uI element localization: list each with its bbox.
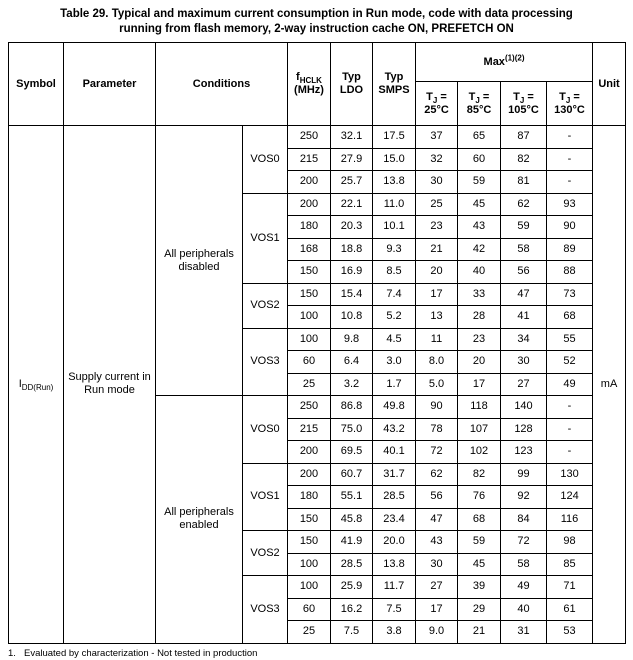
typ-smps-cell: 49.8 — [373, 396, 416, 419]
max-tj85-cell: 23 — [458, 328, 501, 351]
table-title-line1: Table 29. Typical and maximum current consumption in Run mode, code with data processing — [60, 8, 573, 20]
fhclk-cell: 25 — [288, 621, 331, 644]
max-tj85-cell: 43 — [458, 216, 501, 239]
fhclk-cell: 100 — [288, 553, 331, 576]
footnote-number: 1. — [8, 647, 16, 659]
col-header-conditions: Conditions — [156, 43, 288, 126]
typ-ldo-cell: 27.9 — [331, 148, 373, 171]
max-tj130-cell: - — [547, 441, 593, 464]
typ-ldo-cell: 18.8 — [331, 238, 373, 261]
max-tj85-cell: 40 — [458, 261, 501, 284]
typ-ldo-cell: 25.7 — [331, 171, 373, 194]
typ-smps-cell: 13.8 — [373, 171, 416, 194]
vos-cell: VOS0 — [243, 396, 288, 464]
max-tj25-cell: 13 — [416, 306, 458, 329]
typ-ldo-line1: Typ — [342, 71, 361, 83]
max-tj85-cell: 33 — [458, 283, 501, 306]
max-footnote-refs: (1)(2) — [504, 52, 525, 62]
fhclk-cell: 100 — [288, 328, 331, 351]
max-tj105-cell: 30 — [501, 351, 547, 374]
max-tj25-cell: 23 — [416, 216, 458, 239]
fhclk-cell: 200 — [288, 193, 331, 216]
max-tj105-cell: 40 — [501, 598, 547, 621]
typ-ldo-cell: 69.5 — [331, 441, 373, 464]
max-tj85-cell: 21 — [458, 621, 501, 644]
max-tj85-cell: 20 — [458, 351, 501, 374]
max-tj130-cell: 93 — [547, 193, 593, 216]
max-tj25-cell: 27 — [416, 576, 458, 599]
max-tj130-cell: 53 — [547, 621, 593, 644]
col-header-parameter: Parameter — [64, 43, 156, 126]
col-header-tj-105c: $T_J$ = 105°C — [501, 82, 547, 126]
typ-smps-cell: 11.0 — [373, 193, 416, 216]
typ-smps-cell: 8.5 — [373, 261, 416, 284]
max-tj105-cell: 34 — [501, 328, 547, 351]
vos-cell: VOS1 — [243, 193, 288, 283]
max-tj25-cell: 21 — [416, 238, 458, 261]
fhclk-cell: 250 — [288, 396, 331, 419]
condition-cell: All peripherals disabled — [156, 126, 243, 396]
max-tj105-cell: 58 — [501, 553, 547, 576]
max-tj105-cell: 47 — [501, 283, 547, 306]
max-tj85-cell: 59 — [458, 171, 501, 194]
max-tj130-cell: 124 — [547, 486, 593, 509]
fhclk-cell: 215 — [288, 418, 331, 441]
table-row — [9, 126, 626, 149]
typ-ldo-cell: 7.5 — [331, 621, 373, 644]
typ-smps-cell: 7.4 — [373, 283, 416, 306]
max-tj105-cell: 27 — [501, 373, 547, 396]
typ-smps-cell: 15.0 — [373, 148, 416, 171]
table-title-line2: running from flash memory, 2-way instruction cache ON, PREFETCH ON — [119, 23, 514, 35]
typ-ldo-cell: 3.2 — [331, 373, 373, 396]
fhclk-cell: 25 — [288, 373, 331, 396]
max-tj105-cell: 31 — [501, 621, 547, 644]
col-header-typ-ldo — [331, 43, 373, 126]
max-tj105-cell: 62 — [501, 193, 547, 216]
fhclk-cell: 60 — [288, 351, 331, 374]
fhclk-cell: 215 — [288, 148, 331, 171]
typ-smps-cell: 13.8 — [373, 553, 416, 576]
col-header-fhclk — [288, 43, 331, 126]
typ-ldo-cell: 45.8 — [331, 508, 373, 531]
max-tj130-cell: - — [547, 171, 593, 194]
fhclk-cell: 150 — [288, 531, 331, 554]
col-header-typ-smps — [373, 43, 416, 126]
max-tj105-cell: 41 — [501, 306, 547, 329]
max-tj130-cell: - — [547, 126, 593, 149]
max-tj85-cell: 118 — [458, 396, 501, 419]
table-title — [14, 7, 619, 37]
max-tj105-cell: 58 — [501, 238, 547, 261]
max-tj105-cell: 84 — [501, 508, 547, 531]
parameter-cell: Supply current in Run mode — [64, 126, 156, 644]
typ-smps-cell: 5.2 — [373, 306, 416, 329]
typ-smps-line1: Typ — [384, 71, 404, 83]
max-tj25-cell: 25 — [416, 193, 458, 216]
fhclk-cell: 150 — [288, 283, 331, 306]
typ-ldo-cell: 55.1 — [331, 486, 373, 509]
table-body — [9, 126, 626, 644]
max-tj105-cell: 56 — [501, 261, 547, 284]
typ-ldo-cell: 9.8 — [331, 328, 373, 351]
max-tj85-cell: 39 — [458, 576, 501, 599]
max-tj105-cell: 92 — [501, 486, 547, 509]
max-tj85-cell: 45 — [458, 193, 501, 216]
col-header-tj-85c: $T_J$ = 85°C — [458, 82, 501, 126]
typ-smps-cell: 4.5 — [373, 328, 416, 351]
vos-cell: VOS2 — [243, 283, 288, 328]
typ-smps-cell: 3.0 — [373, 351, 416, 374]
typ-ldo-cell: 10.8 — [331, 306, 373, 329]
fhclk-cell: 100 — [288, 576, 331, 599]
max-tj130-cell: 49 — [547, 373, 593, 396]
max-tj105-cell: 140 — [501, 396, 547, 419]
max-tj105-cell: 99 — [501, 463, 547, 486]
max-tj130-cell: 68 — [547, 306, 593, 329]
max-tj25-cell: 30 — [416, 553, 458, 576]
typ-ldo-cell: 41.9 — [331, 531, 373, 554]
typ-smps-cell: 17.5 — [373, 126, 416, 149]
max-tj85-cell: 107 — [458, 418, 501, 441]
typ-smps-cell: 10.1 — [373, 216, 416, 239]
fhclk-cell: 200 — [288, 463, 331, 486]
typ-smps-cell: 43.2 — [373, 418, 416, 441]
symbol-subscript: DD(Run) — [21, 382, 54, 392]
max-tj85-cell: 28 — [458, 306, 501, 329]
max-tj25-cell: 43 — [416, 531, 458, 554]
max-tj25-cell: 32 — [416, 148, 458, 171]
typ-ldo-cell: 22.1 — [331, 193, 373, 216]
max-tj130-cell: 52 — [547, 351, 593, 374]
typ-ldo-cell: 16.2 — [331, 598, 373, 621]
typ-ldo-cell: 86.8 — [331, 396, 373, 419]
max-tj25-cell: 30 — [416, 171, 458, 194]
max-tj85-cell: 82 — [458, 463, 501, 486]
typ-ldo-cell: 16.9 — [331, 261, 373, 284]
max-tj105-cell: 123 — [501, 441, 547, 464]
typ-ldo-cell: 25.9 — [331, 576, 373, 599]
typ-smps-cell: 20.0 — [373, 531, 416, 554]
max-tj105-cell: 128 — [501, 418, 547, 441]
typ-smps-cell: 11.7 — [373, 576, 416, 599]
max-tj130-cell: 98 — [547, 531, 593, 554]
max-tj105-cell: 49 — [501, 576, 547, 599]
fhclk-unit: (MHz) — [294, 84, 324, 96]
typ-smps-cell: 9.3 — [373, 238, 416, 261]
max-tj25-cell: 56 — [416, 486, 458, 509]
typ-ldo-cell: 28.5 — [331, 553, 373, 576]
max-tj105-cell: 87 — [501, 126, 547, 149]
max-tj25-cell: 20 — [416, 261, 458, 284]
max-tj130-cell: 130 — [547, 463, 593, 486]
max-tj25-cell: 47 — [416, 508, 458, 531]
header-row-1 — [9, 43, 626, 82]
max-tj25-cell: 5.0 — [416, 373, 458, 396]
fhclk-cell: 250 — [288, 126, 331, 149]
symbol-cell — [9, 126, 64, 644]
vos-cell: VOS3 — [243, 576, 288, 644]
typ-smps-cell: 31.7 — [373, 463, 416, 486]
fhclk-cell: 168 — [288, 238, 331, 261]
max-tj130-cell: 89 — [547, 238, 593, 261]
unit-cell: mA — [593, 126, 626, 644]
max-tj130-cell: - — [547, 418, 593, 441]
max-tj25-cell: 62 — [416, 463, 458, 486]
typ-smps-cell: 3.8 — [373, 621, 416, 644]
fhclk-cell: 150 — [288, 508, 331, 531]
col-header-symbol: Symbol — [9, 43, 64, 126]
symbol-text: I — [18, 377, 22, 390]
typ-ldo-cell: 20.3 — [331, 216, 373, 239]
typ-ldo-cell: 15.4 — [331, 283, 373, 306]
max-tj25-cell: 72 — [416, 441, 458, 464]
max-tj25-cell: 90 — [416, 396, 458, 419]
max-tj105-cell: 81 — [501, 171, 547, 194]
fhclk-cell: 60 — [288, 598, 331, 621]
max-tj25-cell: 78 — [416, 418, 458, 441]
max-tj85-cell: 68 — [458, 508, 501, 531]
max-tj105-cell: 59 — [501, 216, 547, 239]
max-tj25-cell: 8.0 — [416, 351, 458, 374]
max-tj130-cell: 73 — [547, 283, 593, 306]
max-tj25-cell: 37 — [416, 126, 458, 149]
fhclk-cell: 180 — [288, 216, 331, 239]
footnote — [8, 648, 633, 660]
max-tj105-cell: 72 — [501, 531, 547, 554]
fhclk-subscript: HCLK — [299, 76, 322, 86]
fhclk-cell: 200 — [288, 441, 331, 464]
max-tj25-cell: 17 — [416, 598, 458, 621]
max-tj130-cell: 88 — [547, 261, 593, 284]
typ-smps-cell: 7.5 — [373, 598, 416, 621]
footnote-text: Evaluated by characterization - Not tested in production — [24, 647, 258, 659]
vos-cell: VOS0 — [243, 126, 288, 194]
col-header-unit: Unit — [593, 43, 626, 126]
max-tj130-cell: 71 — [547, 576, 593, 599]
fhclk-cell: 180 — [288, 486, 331, 509]
typ-smps-cell: 40.1 — [373, 441, 416, 464]
vos-cell: VOS1 — [243, 463, 288, 531]
typ-ldo-cell: 32.1 — [331, 126, 373, 149]
typ-ldo-cell: 75.0 — [331, 418, 373, 441]
current-consumption-table — [8, 42, 626, 644]
vos-cell: VOS3 — [243, 328, 288, 396]
max-tj25-cell: 17 — [416, 283, 458, 306]
max-tj85-cell: 17 — [458, 373, 501, 396]
max-tj130-cell: 85 — [547, 553, 593, 576]
max-tj85-cell: 42 — [458, 238, 501, 261]
typ-smps-cell: 1.7 — [373, 373, 416, 396]
fhclk-symbol: f — [296, 71, 300, 83]
col-header-max — [416, 43, 593, 82]
max-tj130-cell: 90 — [547, 216, 593, 239]
max-tj85-cell: 76 — [458, 486, 501, 509]
typ-smps-cell: 28.5 — [373, 486, 416, 509]
max-tj105-cell: 82 — [501, 148, 547, 171]
max-tj85-cell: 102 — [458, 441, 501, 464]
max-tj85-cell: 60 — [458, 148, 501, 171]
col-header-tj-130c: $T_J$ = 130°C — [547, 82, 593, 126]
max-tj130-cell: 116 — [547, 508, 593, 531]
max-tj85-cell: 45 — [458, 553, 501, 576]
col-header-tj-25c: $T_J$ = 25°C — [416, 82, 458, 126]
max-tj25-cell: 9.0 — [416, 621, 458, 644]
max-tj130-cell: - — [547, 396, 593, 419]
max-tj85-cell: 65 — [458, 126, 501, 149]
typ-smps-line2: SMPS — [378, 84, 410, 96]
max-tj130-cell: - — [547, 148, 593, 171]
typ-smps-cell: 23.4 — [373, 508, 416, 531]
max-tj130-cell: 55 — [547, 328, 593, 351]
vos-cell: VOS2 — [243, 531, 288, 576]
fhclk-cell: 200 — [288, 171, 331, 194]
max-tj130-cell: 61 — [547, 598, 593, 621]
typ-ldo-cell: 60.7 — [331, 463, 373, 486]
fhclk-cell: 150 — [288, 261, 331, 284]
fhclk-cell: 100 — [288, 306, 331, 329]
max-tj25-cell: 11 — [416, 328, 458, 351]
condition-cell: All peripherals enabled — [156, 396, 243, 644]
max-tj85-cell: 29 — [458, 598, 501, 621]
max-label: Max — [483, 55, 505, 68]
typ-ldo-line2: LDO — [339, 84, 364, 96]
typ-ldo-cell: 6.4 — [331, 351, 373, 374]
max-tj85-cell: 59 — [458, 531, 501, 554]
